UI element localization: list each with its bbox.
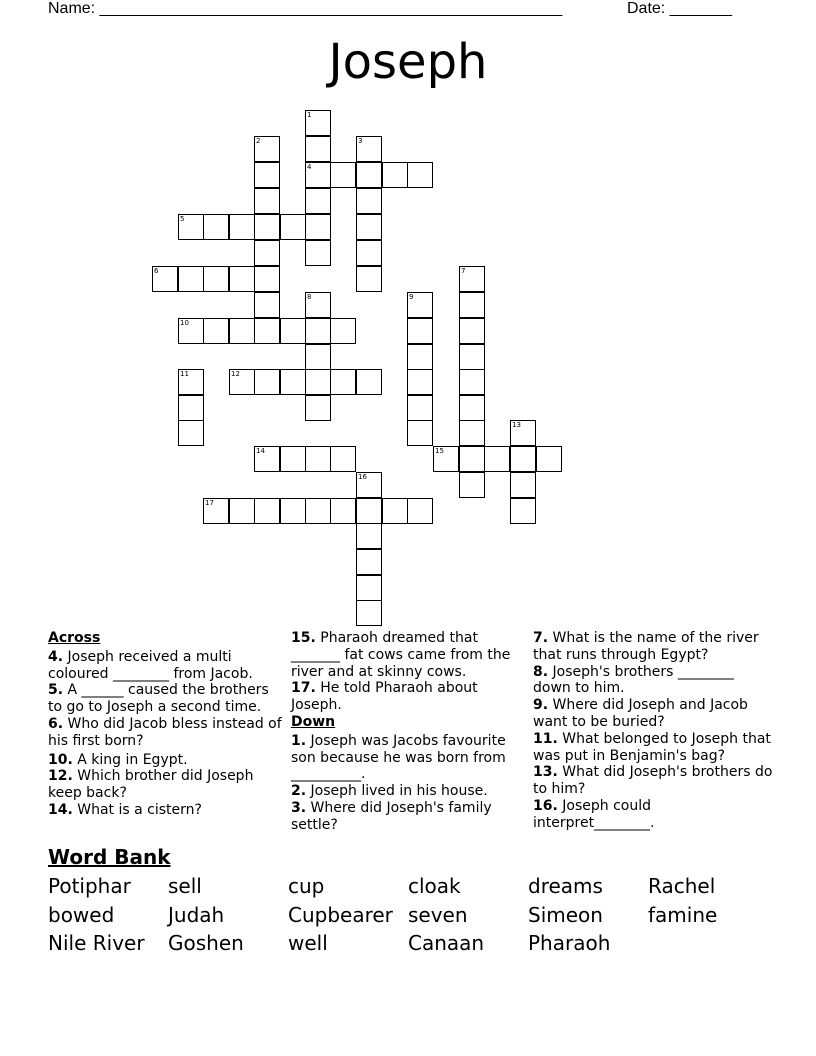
crossword-cell[interactable] <box>459 472 485 498</box>
date-field-label: Date: _______ <box>627 0 732 17</box>
crossword-cell[interactable] <box>254 292 280 318</box>
clue-number-label: 7 <box>461 267 466 275</box>
crossword-cell[interactable] <box>305 214 331 240</box>
clue-number-label: 12 <box>231 370 240 378</box>
crossword-cell[interactable] <box>280 318 306 344</box>
word-bank-item: seven <box>408 903 468 927</box>
crossword-cell[interactable] <box>305 240 331 266</box>
crossword-cell[interactable] <box>203 318 229 344</box>
crossword-cell[interactable] <box>382 498 408 524</box>
crossword-cell[interactable] <box>407 369 433 395</box>
clue-number-label: 4 <box>307 163 312 171</box>
crossword-cell[interactable] <box>356 162 382 188</box>
crossword-cell[interactable] <box>229 318 255 344</box>
crossword-cell[interactable] <box>280 369 306 395</box>
crossword-cell[interactable] <box>305 498 331 524</box>
crossword-cell[interactable] <box>356 575 382 601</box>
crossword-cell[interactable] <box>510 446 536 472</box>
word-bank-item: Goshen <box>168 931 244 955</box>
clue-number-label: 2 <box>256 137 261 145</box>
clue-number-label: 16 <box>358 473 367 481</box>
crossword-cell[interactable] <box>356 498 382 524</box>
clue-number-label: 6 <box>154 267 159 275</box>
down-heading: Down <box>291 713 336 730</box>
word-bank-item: Pharaoh <box>528 931 611 955</box>
clue-column-3 <box>533 630 773 832</box>
crossword-cell[interactable] <box>459 395 485 421</box>
crossword-cell[interactable] <box>254 240 280 266</box>
crossword-cell[interactable] <box>305 344 331 370</box>
crossword-cell[interactable] <box>459 344 485 370</box>
clue-down-2: 2. Joseph lived in his house. <box>291 783 488 800</box>
crossword-cell[interactable] <box>356 369 382 395</box>
crossword-cell[interactable] <box>229 266 255 292</box>
word-bank-item: cup <box>288 874 325 898</box>
crossword-cell[interactable] <box>382 162 408 188</box>
crossword-cell[interactable] <box>254 318 280 344</box>
word-bank-item: Cupbearer <box>288 903 393 927</box>
crossword-cell[interactable] <box>356 523 382 549</box>
crossword-cell[interactable] <box>330 498 356 524</box>
word-bank-item: Simeon <box>528 903 603 927</box>
clue-number-label: 3 <box>358 137 363 145</box>
clue-number-label: 17 <box>205 499 214 507</box>
word-bank-item: bowed <box>48 903 115 927</box>
clue-number-label: 10 <box>180 319 189 327</box>
across-heading: Across <box>48 630 101 646</box>
clue-down-8: 8. Joseph's brothers ________ down to him. <box>533 663 734 697</box>
crossword-cell[interactable] <box>484 446 510 472</box>
crossword-cell[interactable] <box>203 214 229 240</box>
crossword-cell[interactable] <box>254 498 280 524</box>
crossword-cell[interactable] <box>178 420 204 446</box>
crossword-cell[interactable] <box>536 446 562 472</box>
crossword-cell[interactable] <box>254 369 280 395</box>
crossword-cell[interactable] <box>305 395 331 421</box>
word-bank-item: cloak <box>408 874 461 898</box>
crossword-cell[interactable] <box>280 498 306 524</box>
clue-down-9: 9. Where did Joseph and Jacob want to be buried? <box>533 697 748 730</box>
crossword-cell[interactable] <box>459 446 485 472</box>
crossword-cell[interactable] <box>254 162 280 188</box>
clue-column-2 <box>291 630 521 834</box>
clue-down-11: 11. What belonged to Joseph that was put in Benjamin's bag? <box>533 730 771 764</box>
clue-across-6: 6. Who did Jacob bless instead of his first born? <box>48 715 282 749</box>
word-bank-item: well <box>288 931 328 955</box>
crossword-cell[interactable] <box>254 266 280 292</box>
crossword-cell[interactable] <box>305 136 331 162</box>
crossword-cell[interactable] <box>356 266 382 292</box>
crossword-cell[interactable] <box>356 600 382 626</box>
crossword-cell[interactable] <box>305 369 331 395</box>
clue-number-label: 11 <box>180 370 189 378</box>
word-bank-item: Potiphar <box>48 874 131 898</box>
clue-down-7: 7. What is the name of the river that runs through Egypt? <box>533 630 759 663</box>
word-bank-item: Nile River <box>48 931 145 955</box>
clue-across-12: 12. Which brother did Joseph keep back? <box>48 768 254 802</box>
crossword-cell[interactable] <box>407 344 433 370</box>
crossword-cell[interactable] <box>407 420 433 446</box>
clue-across-5: 5. A ______ caused the brothers to go to Joseph a second time. <box>48 682 269 716</box>
clue-number-label: 5 <box>180 215 185 223</box>
word-bank-item: famine <box>648 903 718 927</box>
crossword-cell[interactable] <box>229 214 255 240</box>
crossword-cell[interactable] <box>459 292 485 318</box>
crossword-cell[interactable] <box>280 214 306 240</box>
crossword-cell[interactable] <box>356 214 382 240</box>
crossword-cell[interactable] <box>229 498 255 524</box>
clue-across-17: 17. He told Pharaoh about Joseph. <box>291 680 478 714</box>
crossword-cell[interactable] <box>356 188 382 214</box>
crossword-cell[interactable] <box>407 318 433 344</box>
crossword-cell[interactable] <box>459 318 485 344</box>
clue-across-14: 14. What is a cistern? <box>48 801 202 818</box>
clue-number-label: 9 <box>409 293 414 301</box>
word-bank-title: Word Bank <box>48 845 171 869</box>
clue-down-1: 1. Joseph was Jacobs favourite son because he was born from __________. <box>291 732 506 783</box>
crossword-cell[interactable] <box>305 318 331 344</box>
crossword-cell[interactable] <box>510 498 536 524</box>
clue-number-label: 14 <box>256 447 265 455</box>
crossword-cell[interactable] <box>407 498 433 524</box>
clue-down-3: 3. Where did Joseph's family settle? <box>291 799 492 833</box>
crossword-cell[interactable] <box>203 266 229 292</box>
word-bank-item: dreams <box>528 874 603 898</box>
name-field-label: Name: ____________________________________________________ <box>48 0 563 17</box>
crossword-cell[interactable] <box>330 446 356 472</box>
crossword-cell[interactable] <box>330 369 356 395</box>
crossword-cell[interactable] <box>407 395 433 421</box>
crossword-cell[interactable] <box>330 318 356 344</box>
clue-down-13: 13. What did Joseph's brothers do to him? <box>533 764 773 798</box>
crossword-cell[interactable] <box>356 240 382 266</box>
crossword-cell[interactable] <box>254 214 280 240</box>
clue-across-10: 10. A king in Egypt. <box>48 751 188 768</box>
crossword-cell[interactable] <box>305 188 331 214</box>
word-bank-item: Rachel <box>648 874 716 898</box>
clue-column-1 <box>48 630 283 819</box>
crossword-cell[interactable] <box>459 420 485 446</box>
clue-across-15: 15. Pharaoh dreamed that _______ fat cows came from the river and at skinny cows. <box>291 630 511 680</box>
crossword-cell[interactable] <box>178 395 204 421</box>
crossword-cell[interactable] <box>305 446 331 472</box>
word-bank-item: Judah <box>168 903 225 927</box>
crossword-cell[interactable] <box>178 266 204 292</box>
clue-number-label: 1 <box>307 111 312 119</box>
clue-across-4: 4. Joseph received a multi coloured ________ from Jacob. <box>48 648 253 682</box>
clue-number-label: 8 <box>307 293 312 301</box>
crossword-cell[interactable] <box>330 162 356 188</box>
crossword-cell[interactable] <box>510 472 536 498</box>
crossword-cell[interactable] <box>459 369 485 395</box>
page-title: Joseph <box>328 34 488 90</box>
clue-down-16: 16. Joseph could interpret________. <box>533 797 655 831</box>
crossword-cell[interactable] <box>254 188 280 214</box>
crossword-cell[interactable] <box>280 446 306 472</box>
clue-number-label: 13 <box>512 421 521 429</box>
crossword-cell[interactable] <box>407 162 433 188</box>
crossword-cell[interactable] <box>356 549 382 575</box>
clue-number-label: 15 <box>435 447 444 455</box>
word-bank-item: Canaan <box>408 931 485 955</box>
word-bank-item: sell <box>168 874 202 898</box>
